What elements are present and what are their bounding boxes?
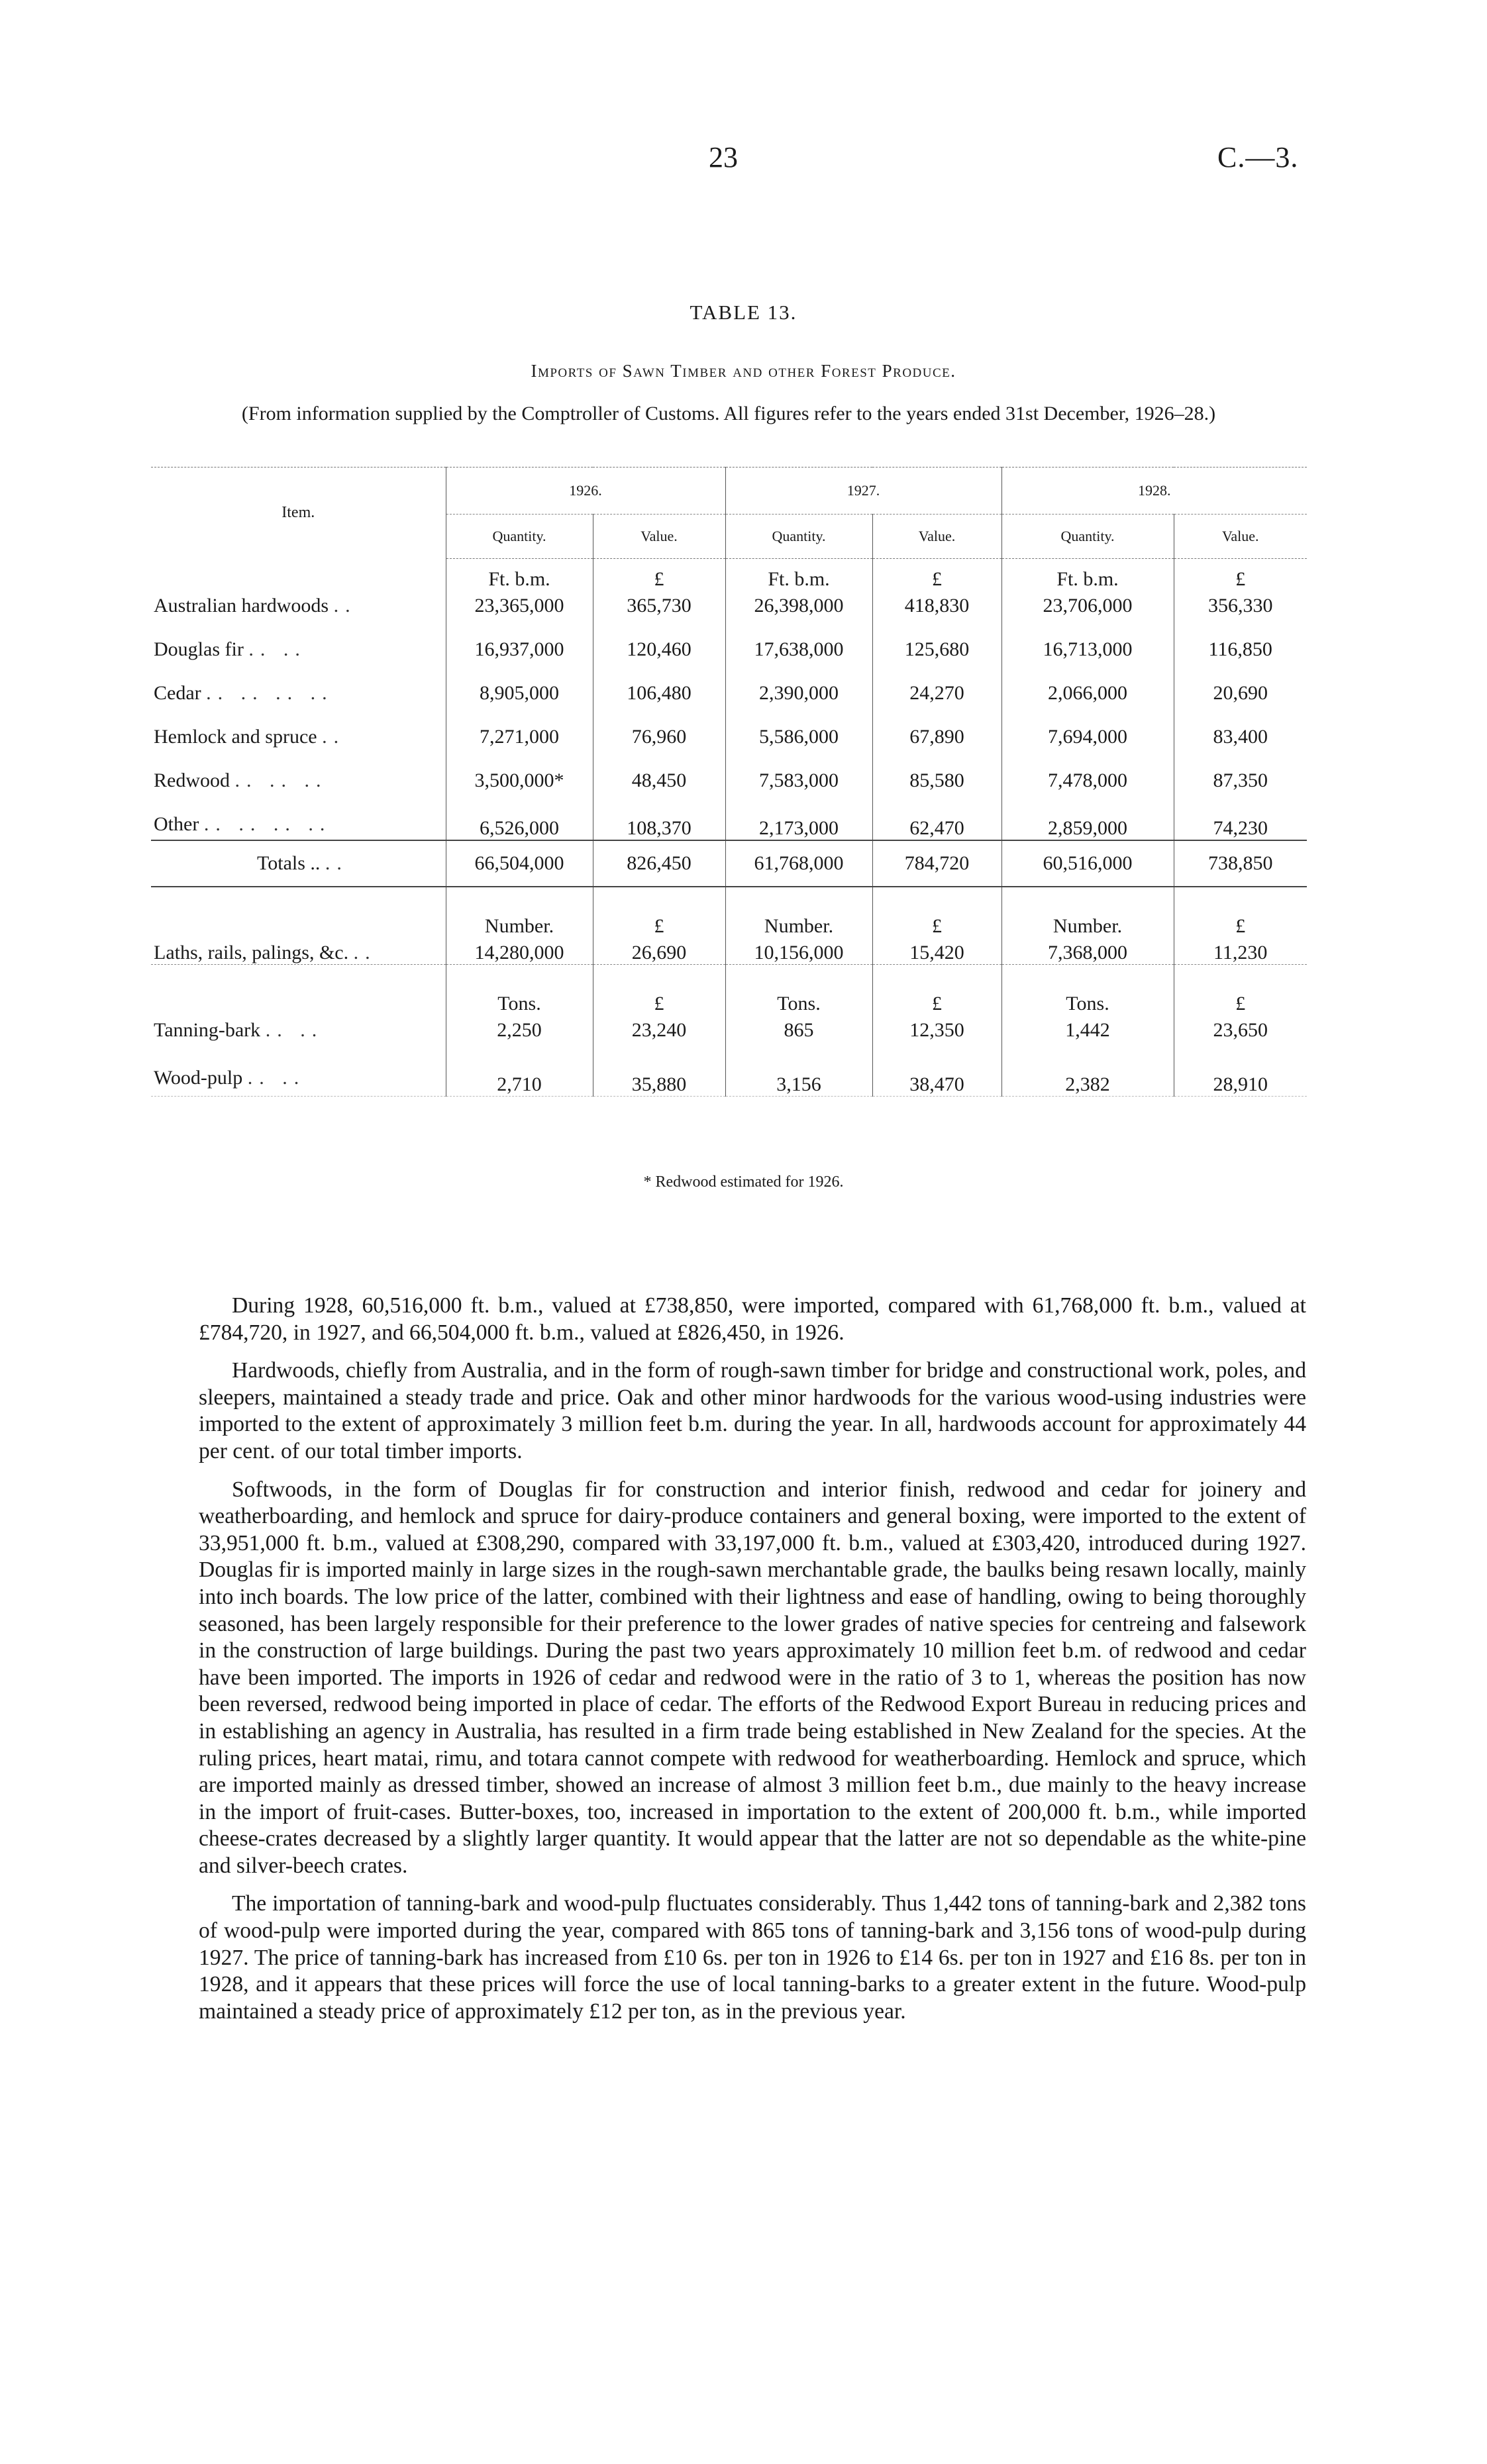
value-header: Value.	[593, 515, 725, 559]
value-cell: 826,450	[593, 840, 725, 887]
quantity-cell: 61,768,000	[725, 840, 872, 887]
quantity-cell: 2,066,000	[1001, 661, 1174, 705]
quantity-cell: 16,937,000	[446, 617, 593, 661]
quantity-cell: 865	[725, 1015, 872, 1042]
quantity-cell: 3,156	[725, 1042, 872, 1097]
value-cell: 85,580	[872, 748, 1001, 792]
quantity-header: Quantity.	[1001, 515, 1174, 559]
leader-dots: ..	[322, 726, 346, 748]
quantity-cell: 7,271,000	[446, 705, 593, 748]
table-row	[151, 591, 1307, 617]
value-cell: 38,470	[872, 1042, 1001, 1097]
row-label: Cedar	[154, 682, 201, 704]
quantity-cell: 3,500,000*	[446, 748, 593, 792]
table-subtitle: Imports of Sawn Timber and other Forest Produce.	[531, 361, 956, 381]
value-cell: 784,720	[872, 840, 1001, 887]
table-row	[151, 705, 1307, 748]
quantity-cell: 7,368,000	[1001, 938, 1174, 965]
value-cell: 120,460	[593, 617, 725, 661]
value-cell: 74,230	[1174, 792, 1307, 840]
quantity-cell: 23,365,000	[446, 591, 593, 617]
value-cell: 12,350	[872, 1015, 1001, 1042]
leader-dots: .. .. .. ..	[203, 813, 332, 835]
quantity-cell: 26,398,000	[725, 591, 872, 617]
quantity-cell: 16,713,000	[1001, 617, 1174, 661]
table-row	[151, 938, 1307, 965]
unit-label: Number.	[446, 887, 593, 938]
unit-label: Ft. b.m.	[446, 559, 593, 591]
body-text	[199, 1293, 1306, 2036]
value-cell: 23,650	[1174, 1015, 1307, 1042]
totals-label: Totals ..	[257, 852, 321, 874]
quantity-header: Quantity.	[725, 515, 872, 559]
quantity-cell: 2,382	[1001, 1042, 1174, 1097]
quantity-cell: 1,442	[1001, 1015, 1174, 1042]
unit-label: Tons.	[446, 965, 593, 1016]
unit-label: £	[593, 887, 725, 938]
value-cell: 76,960	[593, 705, 725, 748]
quantity-cell: 7,694,000	[1001, 705, 1174, 748]
quantity-cell: 5,586,000	[725, 705, 872, 748]
unit-label: £	[1174, 887, 1307, 938]
unit-label: Tons.	[1001, 965, 1174, 1016]
quantity-header: Quantity.	[446, 515, 593, 559]
quantity-cell: 2,710	[446, 1042, 593, 1097]
row-label: Tanning-bark	[154, 1019, 261, 1041]
row-label: Laths, rails, palings, &c.	[154, 942, 349, 963]
value-cell: 418,830	[872, 591, 1001, 617]
unit-label: £	[1174, 965, 1307, 1016]
unit-label: Ft. b.m.	[725, 559, 872, 591]
value-cell: 108,370	[593, 792, 725, 840]
table-row	[151, 792, 1307, 840]
document-reference: C.—3.	[1217, 141, 1299, 173]
value-cell: 35,880	[593, 1042, 725, 1097]
year-header-1928: 1928.	[1001, 468, 1307, 515]
value-cell: 28,910	[1174, 1042, 1307, 1097]
paragraph: The importation of tanning-bark and wood-pulp fluctuates considerably. Thus 1,442 tons of tanning-bark and 2,382 tons of wood-pulp were imported during the year, compared with 865 tons of tanning-bark and 3,156 tons of wood-pulp during 1927. The price of tanning-bark has increased from £10 6s. per ton in 1926 to £14 6s. per ton in 1927 and £16 8s. per ton in 1928, and it appears that these prices will force the use of local tanning-barks to a greater extent in the future. Wood-pulp maintained a steady price of approximately £12 per ton, as in the previous year.	[199, 1891, 1306, 2024]
table-row	[151, 1042, 1307, 1097]
value-cell: 48,450	[593, 748, 725, 792]
unit-label: £	[872, 887, 1001, 938]
value-cell: 15,420	[872, 938, 1001, 965]
quantity-cell: 6,526,000	[446, 792, 593, 840]
leader-dots: .. .. .. ..	[206, 682, 334, 704]
table-title: TABLE 13.	[690, 301, 797, 324]
value-cell: 11,230	[1174, 938, 1307, 965]
value-cell: 23,240	[593, 1015, 725, 1042]
leader-dots: .. ..	[247, 1067, 306, 1089]
value-cell: 125,680	[872, 617, 1001, 661]
unit-label: Ft. b.m.	[1001, 559, 1174, 591]
paragraph: Hardwoods, chiefly from Australia, and in the form of rough-sawn timber for bridge and constructional work, poles, and sleepers, maintained a steady trade and price. Oak and other minor hardwoods for the various wood-using industries were imported to the extent of approximately 3 million feet b.m. during the year. In all, hardwoods account for approximately 44 per cent. of our total timber imports.	[199, 1358, 1306, 1463]
value-cell: 365,730	[593, 591, 725, 617]
quantity-cell: 17,638,000	[725, 617, 872, 661]
quantity-cell: 23,706,000	[1001, 591, 1174, 617]
table-footnote: * Redwood estimated for 1926.	[643, 1173, 844, 1191]
leader-dots: ..	[333, 595, 357, 616]
quantity-cell: 14,280,000	[446, 938, 593, 965]
quantity-cell: 60,516,000	[1001, 840, 1174, 887]
table-source-note: (From information supplied by the Comptroller of Customs. All figures refer to the years ended 31st December, 1926–28.)	[241, 403, 1216, 424]
quantity-cell: 7,583,000	[725, 748, 872, 792]
year-header-1927: 1927.	[725, 468, 1001, 515]
unit-label: Number.	[725, 887, 872, 938]
year-header-1926: 1926.	[446, 468, 725, 515]
row-label: Other	[154, 813, 199, 835]
quantity-cell: 2,173,000	[725, 792, 872, 840]
unit-label: £	[593, 559, 725, 591]
value-cell: 738,850	[1174, 840, 1307, 887]
leader-dots: .. .. ..	[234, 769, 328, 791]
value-header: Value.	[1174, 515, 1307, 559]
leader-dots: ..	[353, 942, 377, 963]
row-label: Australian hardwoods	[154, 595, 329, 616]
row-label: Wood-pulp	[154, 1067, 243, 1089]
value-cell: 62,470	[872, 792, 1001, 840]
item-header: Item.	[151, 468, 446, 559]
unit-label: £	[593, 965, 725, 1016]
unit-label: Number.	[1001, 887, 1174, 938]
row-label: Hemlock and spruce	[154, 726, 317, 748]
quantity-cell: 2,250	[446, 1015, 593, 1042]
table-row	[151, 1015, 1307, 1042]
quantity-cell: 66,504,000	[446, 840, 593, 887]
quantity-cell: 2,859,000	[1001, 792, 1174, 840]
value-header: Value.	[872, 515, 1001, 559]
leader-dots: .. ..	[265, 1019, 324, 1041]
leader-dots: .. ..	[248, 638, 307, 660]
quantity-cell: 7,478,000	[1001, 748, 1174, 792]
quantity-cell: 2,390,000	[725, 661, 872, 705]
paragraph: Softwoods, in the form of Douglas fir for construction and interior finish, redwood and cedar for joinery and weatherboarding, and hemlock and spruce for dairy-produce containers and general boxing, were imported to the extent of 33,951,000 ft. b.m., valued at £308,290, compared with 33,197,000 ft. b.m., valued at £303,420, introduced during 1927. Douglas fir is imported mainly in large sizes in the rough-sawn merchantable grade, the baulks being resawn locally, mainly into inch boards. The low price of the latter, combined with their lightness and ease of handling, owing to being thoroughly seasoned, has been largely responsible for their preference to the lower grades of native species for centreing and falsework in the construction of large buildings. During the past two years approximately 10 million feet b.m. of redwood and cedar have been imported. The imports in 1926 of cedar and redwood were in the ratio of 3 to 1, whereas the position has now been reversed, redwood being imported in place of cedar. The efforts of the Redwood Export Bureau in reducing prices and in establishing an agency in Australia, has resulted in a firm trade being established in New Zealand for the species. At the ruling prices, heart matai, rimu, and totara cannot compete with redwood for weatherboarding. Hemlock and spruce, which are imported mainly as dressed timber, showed an increase of almost 3 million feet b.m., due mainly to the heavy increase in the import of fruit-cases. Butter-boxes, too, increased in importation to the extent of 200,000 ft. b.m., while imported cheese-crates decreased by a slightly larger quantity. It would appear that the latter are not so dependable as the white-pine and silver-beech crates.	[199, 1477, 1306, 1878]
value-cell: 26,690	[593, 938, 725, 965]
table-row	[151, 617, 1307, 661]
value-cell: 24,270	[872, 661, 1001, 705]
page-number: 23	[709, 141, 738, 173]
quantity-cell: 8,905,000	[446, 661, 593, 705]
value-cell: 356,330	[1174, 591, 1307, 617]
row-label: Redwood	[154, 769, 230, 791]
value-cell: 83,400	[1174, 705, 1307, 748]
unit-label: Tons.	[725, 965, 872, 1016]
paragraph: During 1928, 60,516,000 ft. b.m., valued at £738,850, were imported, compared with 61,768,000 ft. b.m., valued at £784,720, in 1927, and 66,504,000 ft. b.m., valued at £826,450, in 1926.	[199, 1293, 1306, 1345]
imports-table	[151, 467, 1307, 1097]
totals-row	[151, 840, 1307, 887]
value-cell: 67,890	[872, 705, 1001, 748]
value-cell: 106,480	[593, 661, 725, 705]
quantity-cell: 10,156,000	[725, 938, 872, 965]
unit-label: £	[872, 965, 1001, 1016]
value-cell: 20,690	[1174, 661, 1307, 705]
table-row	[151, 748, 1307, 792]
row-label: Douglas fir	[154, 638, 244, 660]
value-cell: 116,850	[1174, 617, 1307, 661]
unit-label: £	[872, 559, 1001, 591]
unit-label: £	[1174, 559, 1307, 591]
value-cell: 87,350	[1174, 748, 1307, 792]
table-row	[151, 661, 1307, 705]
leader-dots: ..	[325, 852, 348, 874]
